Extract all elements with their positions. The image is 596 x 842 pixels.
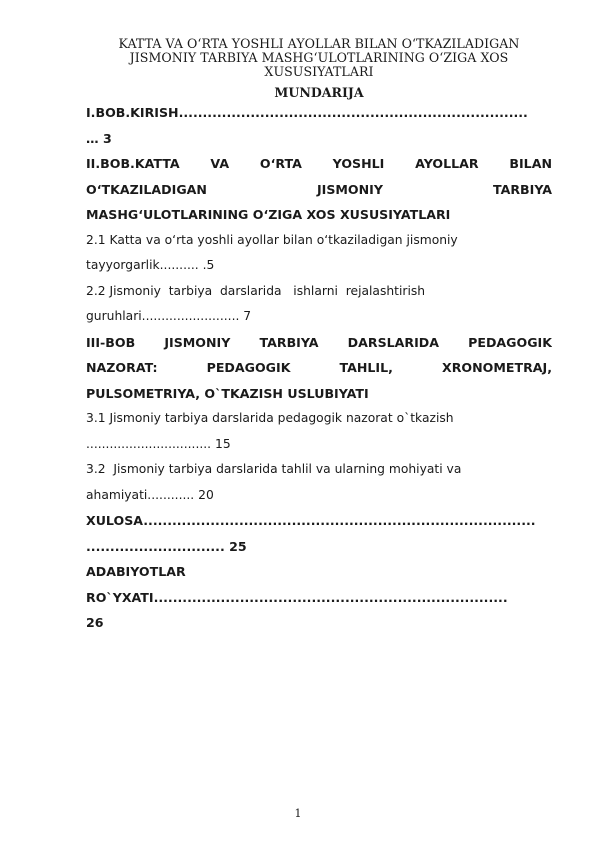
title-line: XUSUSIYATLARI [264,64,374,79]
toc-entry-chapter-2: II.BOB.KATTA VA O‘RTA YOSHLI AYOLLAR BILAN [86,156,552,171]
toc-entry-section-3-1: ................................ 15 [86,436,231,451]
toc-entry-chapter-2: O‘TKAZILADIGAN JISMONIY TARBIYA [86,181,552,197]
page-number: 1 [294,807,302,820]
document-title [86,37,552,79]
toc-entry-section-3-1: 3.1 Jismoniy tarbiya darslarida pedagogik nazorat o`tkazish [86,411,454,425]
title-line: KATTA VA O‘RTA YOSHLI AYOLLAR BILAN O‘TKAZILADIGAN [118,36,520,51]
toc-entry-conclusion-page: ............................. 25 [86,538,247,554]
toc-entry-chapter-3: PULSOMETRIYA, O`TKAZISH USLUBIYATI [86,385,369,401]
toc-entry-introduction-page: … 3 [86,130,112,146]
toc-entry-chapter-3: NAZORAT: PEDAGOGIK TAHLIL, XRONOMETRAJ, [86,360,552,375]
table-of-contents [86,100,552,636]
toc-entry-section-2-1: 2.1 Katta va o‘rta yoshli ayollar bilan o‘tkaziladigan jismoniy [86,232,458,247]
toc-entry-section-3-2: ahamiyati............ 20 [86,487,214,502]
toc-entry-introduction: I.BOB.KIRISH......................................................................... [86,105,528,120]
toc-entry-section-2-1: tayyorgarlik.......... .5 [86,258,215,272]
toc-heading: MUNDARIJA [274,85,364,100]
toc-entry-section-2-2: guruhlari......................... 7 [86,309,252,323]
toc-entry-chapter-2: MASHG‘ULOTLARINING O‘ZIGA XOS XUSUSIYATLARI [86,207,451,222]
toc-entry-references: RO`YXATI.......................................................................... [86,589,508,605]
toc-entry-references: ADABIYOTLAR [86,564,186,579]
toc-entry-chapter-3: III-BOB JISMONIY TARBIYA DARSLARIDA PEDAGOGIK [86,334,552,350]
title-line: JISMONIY TARBIYA MASHG‘ULOTLARINING O‘ZIGA XOS [129,50,509,65]
toc-entry-conclusion: XULOSA.................................................................................. [86,513,536,528]
toc-entry-section-3-2: 3.2 Jismoniy tarbiya darslarida tahlil va ularning mohiyati va [86,462,462,476]
toc-entry-section-2-2: 2.2 Jismoniy tarbiya darslarida ishlarni rejalashtirish [86,283,426,298]
toc-entry-references-page: 26 [86,615,104,630]
